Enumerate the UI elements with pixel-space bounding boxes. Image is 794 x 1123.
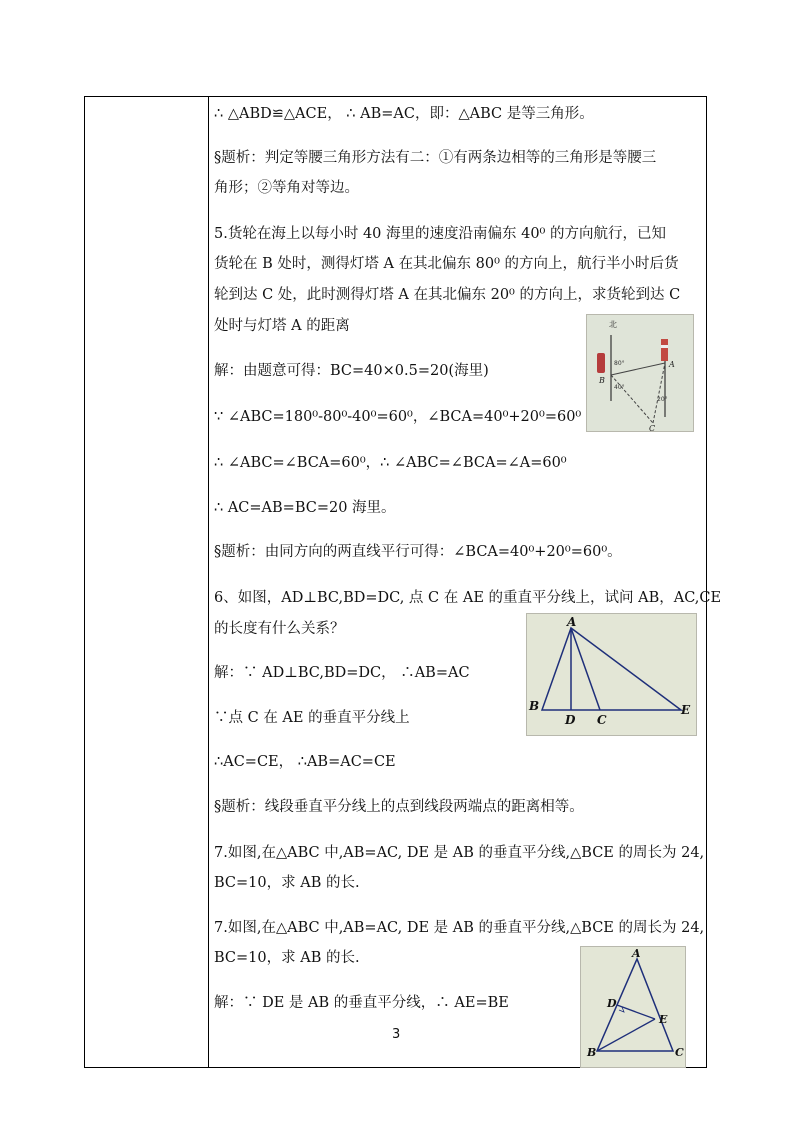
text-line: 5.货轮在海上以每小时 40 海里的速度沿南偏东 40⁰ 的方向航行，已知	[214, 226, 666, 242]
point-c-label: C	[675, 1046, 684, 1059]
text-line: 解：∵ DE 是 AB 的垂直平分线，∴ AE=BE	[214, 995, 509, 1011]
text-line: 解：∵ AD⊥BC,BD=DC， ∴AB=AC	[214, 665, 470, 681]
lighthouse-icon	[661, 339, 668, 361]
point-b-label: B	[599, 376, 605, 385]
text-line: §题析：线段垂直平分线上的点到线段两端点的距离相等。	[214, 799, 584, 815]
text-line: 货轮在 B 处时，测得灯塔 A 在其北偏东 80⁰ 的方向上，航行半小时后货	[214, 256, 679, 272]
point-a-label: A	[669, 360, 675, 369]
text-line: 处时与灯塔 A 的距离	[214, 318, 350, 334]
ship-icon	[597, 353, 605, 373]
segment-be	[597, 1019, 655, 1051]
point-d-label: D	[565, 713, 576, 727]
triangle-abc-figure	[580, 946, 686, 1068]
text-line: BC=10，求 AB 的长.	[214, 875, 360, 891]
text-line: 角形；②等角对等边。	[214, 180, 359, 196]
angle-20-label: 20°	[657, 396, 668, 403]
text-line: 解：由题意可得：BC=40×0.5=20(海里)	[214, 363, 489, 379]
angle-80-label: 80°	[614, 360, 625, 367]
ship-lighthouse-figure	[586, 314, 694, 432]
text-line: §题析：判定等腰三角形方法有二：①有两条边相等的三角形是等腰三	[214, 150, 657, 166]
text-line: BC=10，求 AB 的长.	[214, 950, 360, 966]
point-b-label: B	[529, 699, 540, 713]
text-line: ∴ AC=AB=BC=20 海里。	[214, 500, 396, 516]
lighthouse-stripe	[661, 345, 668, 348]
point-e-label: E	[659, 1013, 668, 1026]
text-line: ∴ ∠ABC=∠BCA=60⁰，∴ ∠ABC=∠BCA=∠A=60⁰	[214, 455, 567, 471]
triangle-abe-figure	[526, 613, 697, 736]
point-a-label: A	[567, 615, 577, 629]
point-e-label: E	[681, 703, 691, 717]
text-line: 6、如图，AD⊥BC,BD=DC, 点 C 在 AE 的重直平分线上，试问 AB，AC,CE	[214, 590, 722, 606]
point-a-label: A	[632, 947, 641, 960]
segment-ca	[653, 363, 665, 423]
segment-bc	[611, 375, 653, 423]
segment-ac	[571, 628, 600, 710]
angle-40-label: 40°	[614, 384, 625, 391]
north-label: 北	[609, 320, 617, 329]
point-b-label: B	[587, 1046, 597, 1059]
point-c-label: C	[597, 713, 607, 727]
text-line: ∴AC=CE， ∴AB=AC=CE	[214, 754, 396, 770]
text-line: 轮到达 C 处，此时测得灯塔 A 在其北偏东 20⁰ 的方向上，求货轮到达 C	[214, 287, 681, 303]
point-c-label: C	[649, 424, 656, 431]
triangle-abe	[542, 628, 681, 710]
text-line: ∵ ∠ABC=180⁰-80⁰-40⁰=60⁰，∠BCA=40⁰+20⁰=60⁰	[214, 409, 582, 425]
segment-de	[617, 1005, 655, 1019]
page-number: 3	[392, 1027, 401, 1042]
text-line: §题析：由同方向的两直线平行可得：∠BCA=40⁰+20⁰=60⁰。	[214, 544, 622, 560]
text-line: 7.如图,在△ABC 中,AB=AC, DE 是 AB 的垂直平分线,△BCE 的周长为 24,	[214, 845, 705, 861]
column-divider	[208, 96, 209, 1068]
text-line: ∴ △ABD≌△ACE， ∴ AB=AC，即：△ABC 是等三角形。	[214, 106, 594, 122]
point-d-label: D	[607, 997, 617, 1010]
text-line: ∵点 C 在 AE 的垂直平分线上	[214, 710, 410, 726]
text-line: 的长度有什么关系？	[214, 621, 345, 637]
text-line: 7.如图,在△ABC 中,AB=AC, DE 是 AB 的垂直平分线,△BCE 的周长为 24,	[214, 920, 705, 936]
